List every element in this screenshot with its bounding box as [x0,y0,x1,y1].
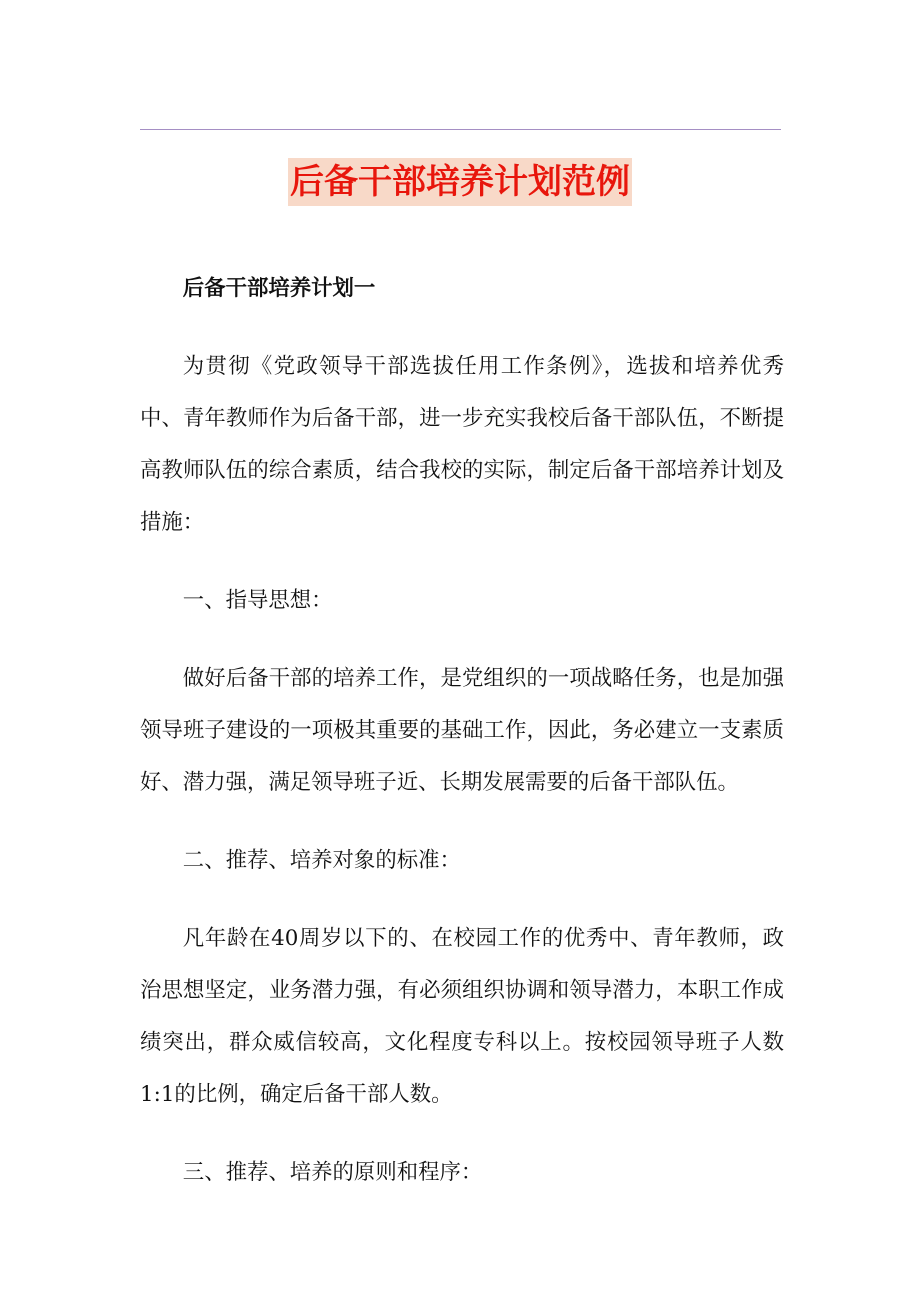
header-rule [140,129,781,130]
document-title: 后备干部培养计划范例 [288,158,632,206]
criteria-paragraph: 凡年龄在40周岁以下的、在校园工作的优秀中、青年教师，政治思想坚定，业务潜力强，有必须组织协调和领导潜力，本职工作成绩突出，群众威信较高，文化程度专科以上。按校园领导班子人数1:1的比例，确定后备干部人数。 [140,926,784,1107]
section-heading-criteria: 二、推荐、培养对象的标准： [182,848,461,873]
section-heading-guiding-ideology: 一、指导思想： [182,588,333,613]
guiding-ideology-paragraph: 做好后备干部的培养工作，是党组织的一项战略任务，也是加强领导班子建设的一项极其重要的基础工作，因此，务必建立一支素质好、潜力强，满足领导班子近、长期发展需要的后备干部队伍。 [140,666,784,795]
title-block [0,158,920,206]
intro-paragraph: 为贯彻《党政领导干部选拔任用工作条例》，选拔和培养优秀中、青年教师作为后备干部，进一步充实我校后备干部队伍，不断提高教师队伍的综合素质，结合我校的实际，制定后备干部培养计划及措施： [140,354,784,535]
section-heading-plan-one: 后备干部培养计划一 [182,276,376,301]
section-heading-principles: 三、推荐、培养的原则和程序： [182,1160,483,1185]
document-body [140,263,784,1199]
